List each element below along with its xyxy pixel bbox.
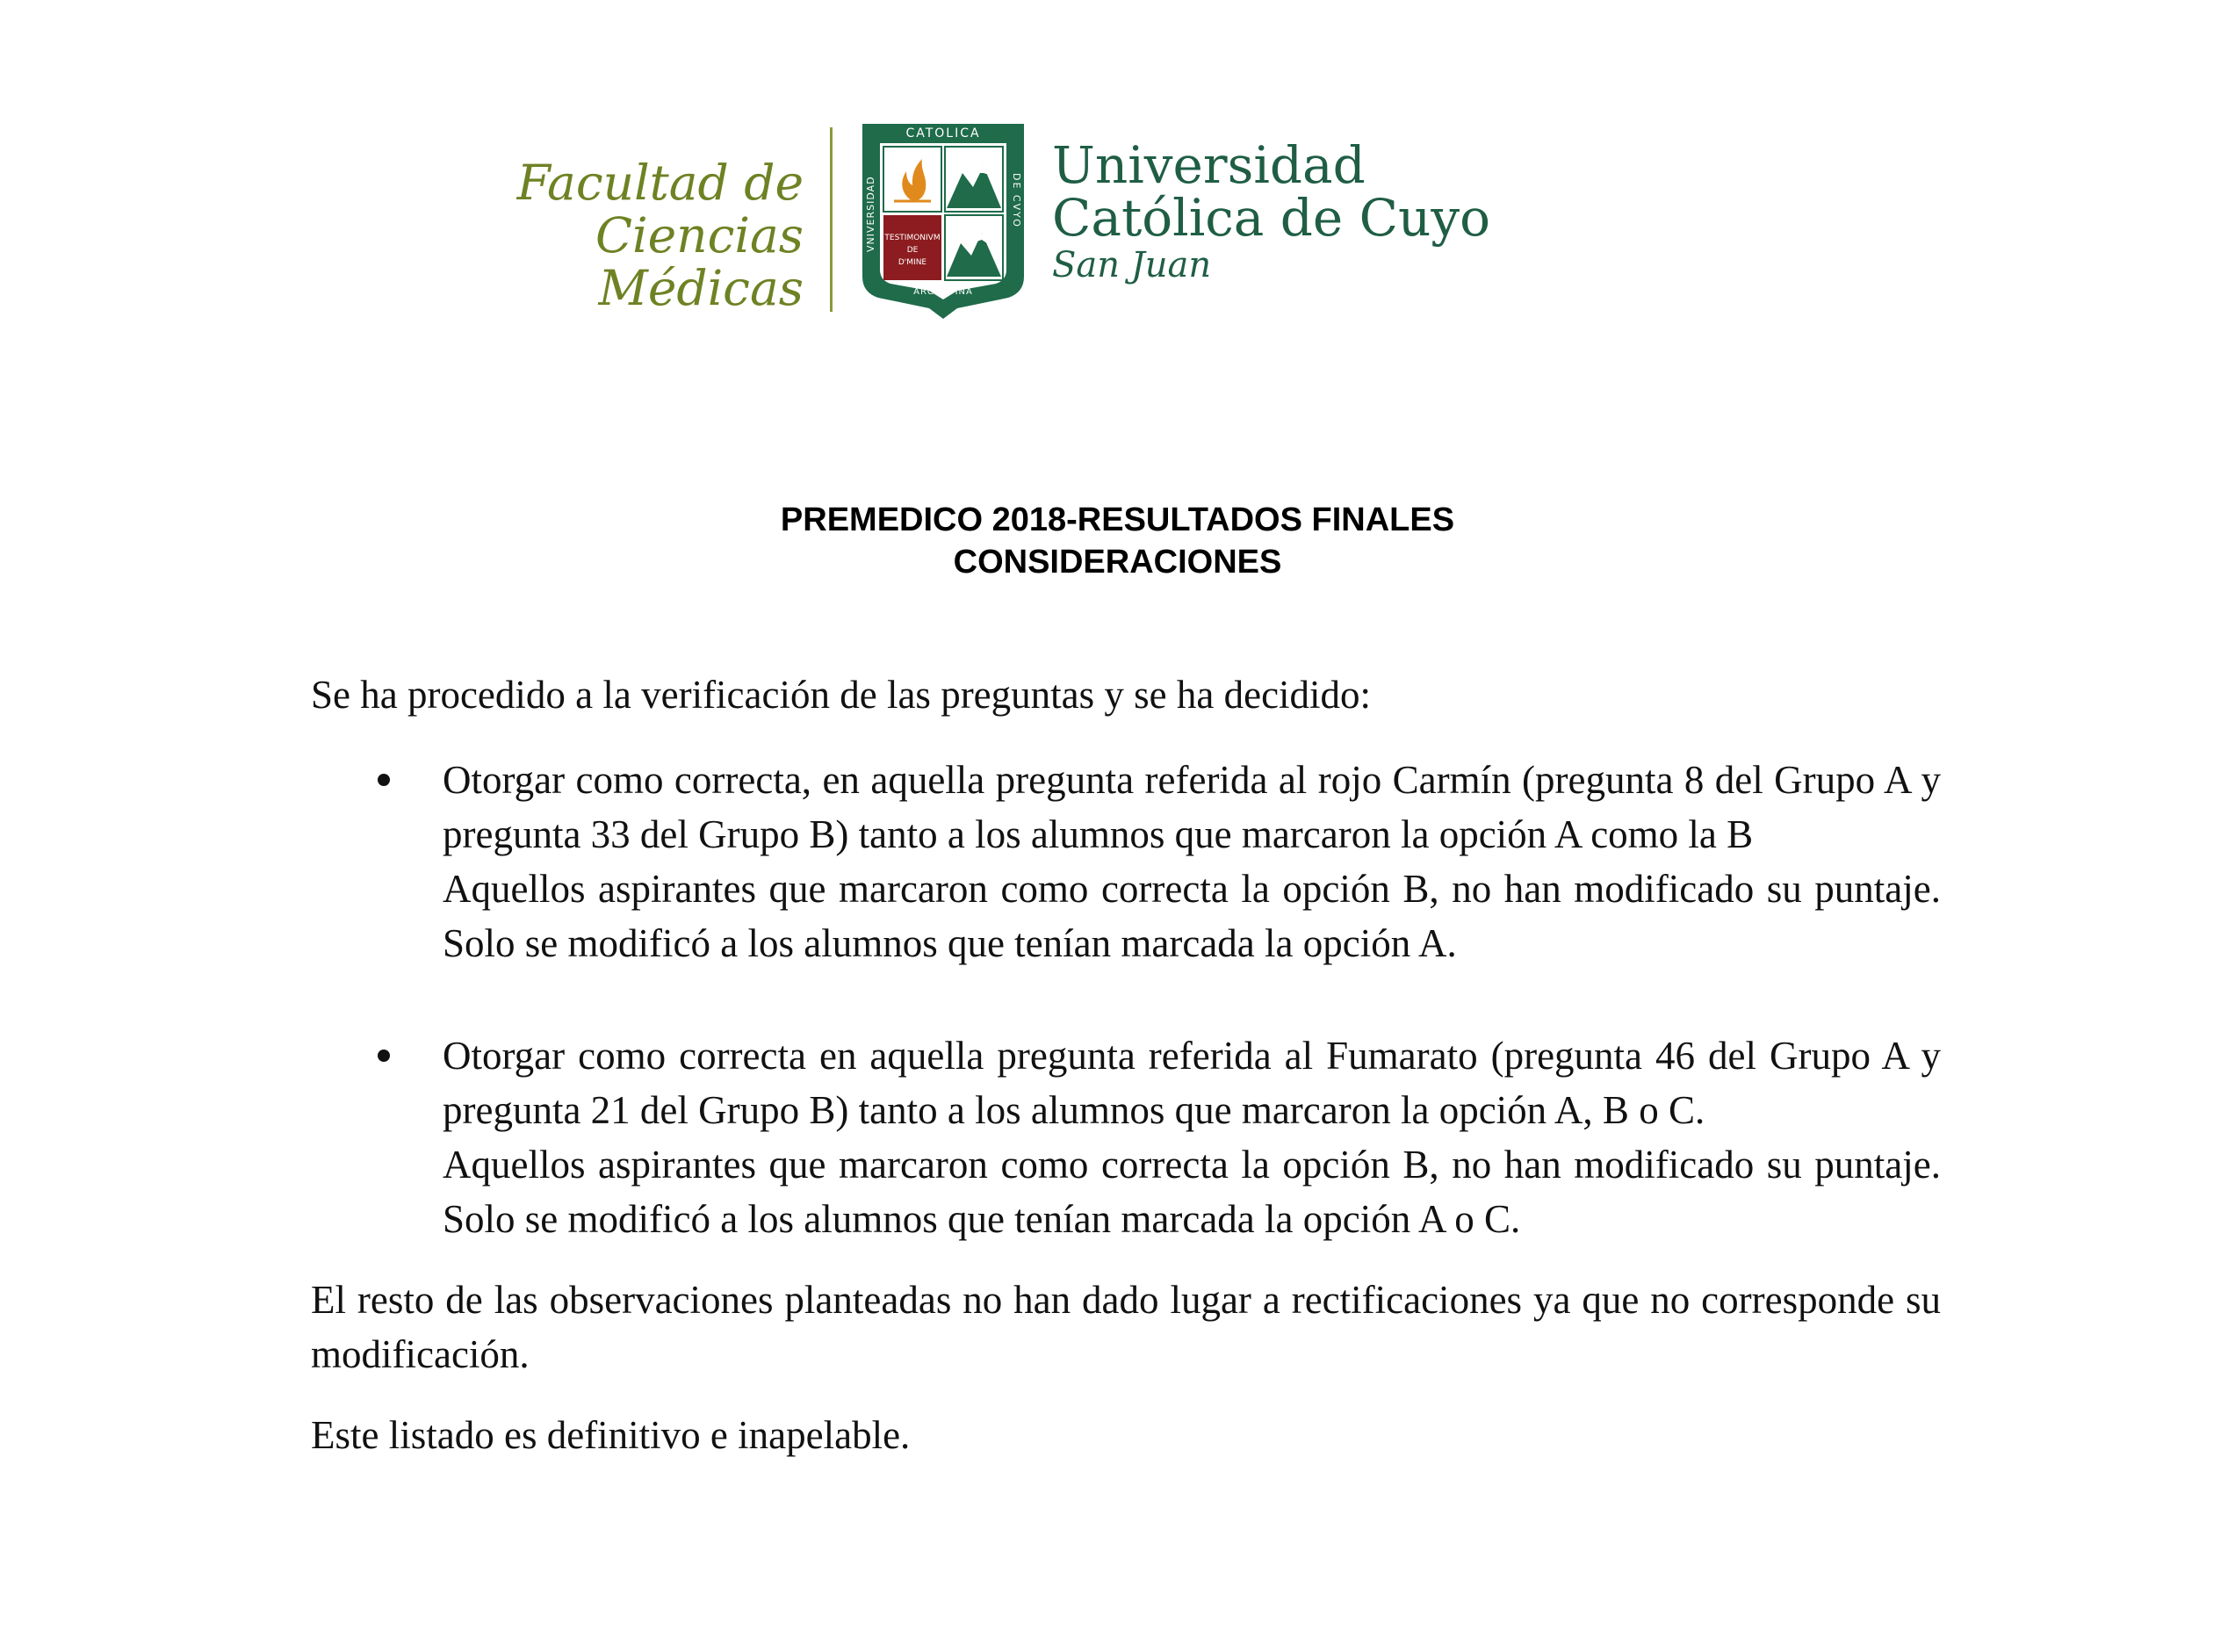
crest-top-text: CATOLICA [905,126,981,141]
intro-paragraph: Se ha procedido a la verificación de las preguntas y se ha decidido: [311,673,1372,717]
university-crest-logo [859,120,1027,321]
faculty-name-line1: Facultad de Ciencias [516,155,804,263]
document-title-line1: PREMEDICO 2018-RESULTADOS FINALES [780,501,1455,538]
crest-right-text: DE CVYO [1011,173,1022,228]
decision-list [311,753,1941,1246]
crest-panel-text-3: D'MINE [898,258,927,267]
document-title-line2: CONSIDERACIONES [953,544,1282,581]
decision-text: Otorgar como correcta, en aquella pregunta referida al rojo Carmín (pregunta 8 del Grupo A y pregunta 33 del Grupo B) tanto a los alumnos que marcaron la opción A como la B [443,758,1941,856]
faculty-name-line2: Médicas [598,260,804,316]
crest-left-text: VNIVERSIDAD [865,176,876,252]
university-name-line1: Universidad [1052,135,1366,195]
document-body [311,667,1941,1462]
crest-bottom-text: ARGENTINA [913,287,973,297]
document-title [0,499,2235,583]
university-name-line2: Católica de Cuyo [1052,188,1491,248]
decision-item [311,1028,1941,1246]
closing-paragraph: El resto de las observaciones planteadas no han dado lugar a rectificaciones ya que no corresponde su modificación. [311,1278,1941,1376]
final-statement: Este listado es definitivo e inapelable. [311,1413,911,1457]
letterhead [0,0,2235,369]
crest-panel-text-1: TESTIMONIVM [884,234,941,242]
bullet-icon [378,774,390,786]
bullet-icon [378,1050,390,1062]
decision-note: Aquellos aspirantes que marcaron como correcta la opción B, no han modificado su puntaje. Solo se modificó a los alumnos que tenían marcada la opción A o C. [443,1143,1941,1241]
decision-note: Aquellos aspirantes que marcaron como correcta la opción B, no han modificado su puntaje. Solo se modificó a los alumnos que tenían marcada la opción A. [443,867,1941,965]
decision-text: Otorgar como correcta en aquella pregunta referida al Fumarato (pregunta 46 del Grupo A y pregunta 21 del Grupo B) tanto a los alumnos que marcaron la opción A, B o C. [443,1034,1941,1132]
university-city: San Juan [1052,245,1212,285]
decision-item [311,753,1941,970]
header-divider [830,127,833,312]
university-name [1052,135,1491,285]
faculty-name [299,156,804,314]
crest-panel-text-2: DE [906,246,919,255]
